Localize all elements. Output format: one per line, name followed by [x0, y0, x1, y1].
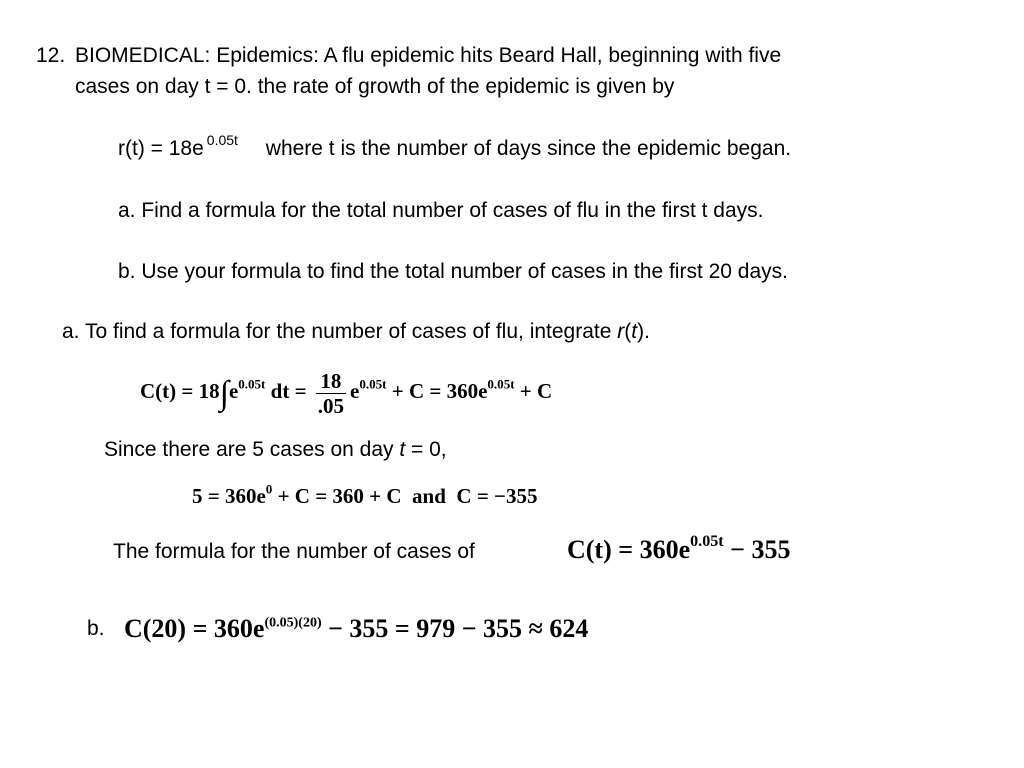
formula-label: The formula for the number of cases of	[113, 540, 475, 563]
since-suffix: = 0,	[405, 438, 447, 461]
since-prefix: Since there are 5 cases on day	[104, 438, 400, 461]
eq1-rest: + C = 360e	[386, 379, 488, 403]
eq1-exponent-2: 0.05t	[359, 376, 387, 392]
part-b-label: b.	[87, 617, 105, 640]
eq2-lhs: 5 = 360e	[192, 484, 266, 508]
formula-exponent: 0.05t	[690, 532, 724, 550]
eq2-exponent: 0	[265, 481, 273, 497]
since-t: t	[399, 438, 406, 461]
since-text	[104, 438, 447, 462]
constant-equation	[192, 481, 538, 509]
part-b-answer	[124, 614, 588, 644]
fraction	[316, 369, 346, 418]
eq1-lhs: C(t) = 18	[140, 379, 220, 403]
intro-t: t	[631, 320, 638, 343]
rate-function	[118, 131, 792, 161]
formula-rest: − 355	[723, 535, 791, 564]
solution-intro	[62, 320, 650, 344]
fraction-numerator: 18	[316, 369, 346, 394]
fraction-denominator: .05	[317, 393, 345, 418]
intro-paren: (	[624, 320, 632, 343]
eq1-e: e	[228, 379, 239, 403]
intro-prefix: a. To find a formula for the number of cases of flu, integrate	[62, 320, 618, 343]
eq3-rest: − 355 = 979 − 355 ≈ 624	[321, 614, 589, 643]
part-b-question: b. Use your formula to find the total number of cases in the first 20 days.	[118, 260, 789, 283]
eq1-tail: + C	[514, 379, 553, 403]
problem-line-1: BIOMEDICAL: Epidemics: A flu epidemic hits Beard Hall, beginning with five	[75, 44, 782, 67]
intro-r: r	[617, 320, 625, 343]
eq3-exponent: (0.05)(20)	[264, 615, 322, 631]
integral-sign: ∫	[219, 375, 229, 412]
formula-lhs: C(t) = 360e	[567, 535, 691, 564]
rate-exponent: 0.05t	[206, 131, 238, 148]
part-a-question: a. Find a formula for the total number of cases of flu in the first t days.	[118, 199, 764, 222]
intro-suffix: ).	[637, 320, 650, 343]
integral-equation	[140, 362, 552, 423]
rate-description: where t is the number of days since the epidemic began.	[265, 137, 792, 160]
eq1-exponent: 0.05t	[238, 376, 266, 392]
rate-lhs: r(t) = 18e	[118, 137, 204, 160]
problem-line-2: cases on day t = 0. the rate of growth of the epidemic is given by	[75, 75, 675, 98]
problem-number: 12.	[36, 44, 66, 67]
eq1-exponent-3: 0.05t	[487, 376, 515, 392]
formula-result	[567, 532, 791, 565]
eq1-e2: e	[350, 379, 360, 403]
eq2-rest: + C = 360 + C and C = −355	[272, 484, 538, 508]
eq1-dt: dt =	[265, 379, 312, 403]
eq3-lhs: C(20) = 360e	[124, 614, 265, 643]
